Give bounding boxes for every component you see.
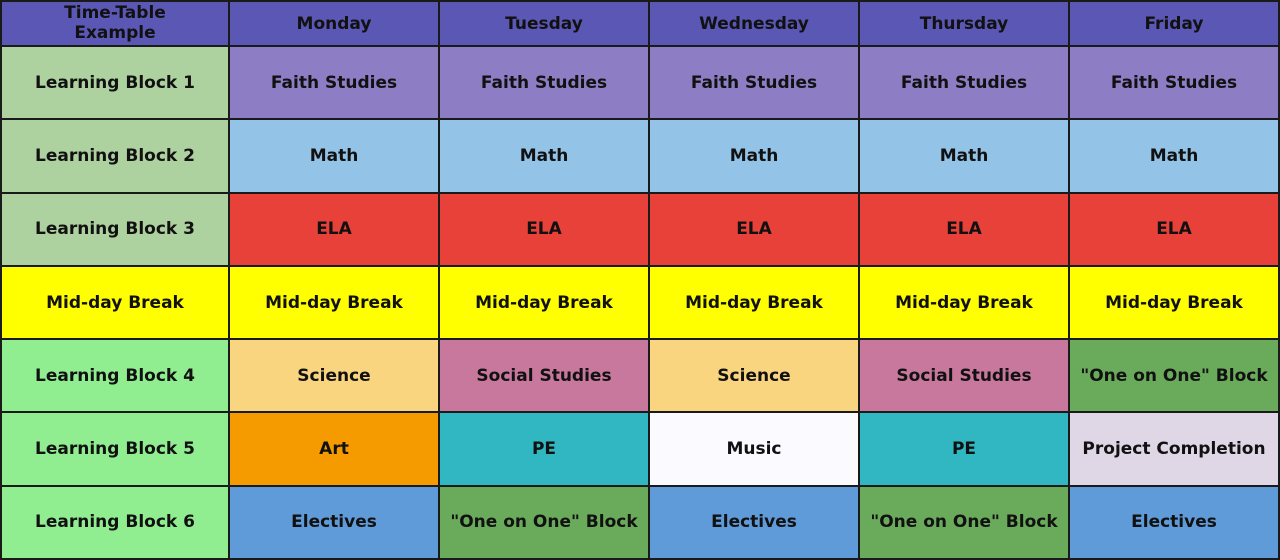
cell-tuesday-block-3: ELA bbox=[439, 193, 649, 266]
cell-wednesday-block-2: Math bbox=[649, 119, 859, 192]
cell-thursday-block-6: "One on One" Block bbox=[859, 486, 1069, 559]
cell-monday-break: Mid-day Break bbox=[229, 266, 439, 339]
column-header-wednesday: Wednesday bbox=[649, 1, 859, 46]
cell-friday-block-4: "One on One" Block bbox=[1069, 339, 1279, 412]
table-row bbox=[1, 412, 1279, 485]
table-row bbox=[1, 266, 1279, 339]
table-row bbox=[1, 46, 1279, 119]
cell-tuesday-block-2: Math bbox=[439, 119, 649, 192]
cell-wednesday-block-3: ELA bbox=[649, 193, 859, 266]
cell-thursday-block-2: Math bbox=[859, 119, 1069, 192]
cell-monday-block-4: Science bbox=[229, 339, 439, 412]
cell-monday-block-2: Math bbox=[229, 119, 439, 192]
cell-tuesday-block-5: PE bbox=[439, 412, 649, 485]
cell-friday-block-6: Electives bbox=[1069, 486, 1279, 559]
cell-friday-block-1: Faith Studies bbox=[1069, 46, 1279, 119]
cell-tuesday-block-4: Social Studies bbox=[439, 339, 649, 412]
cell-thursday-block-3: ELA bbox=[859, 193, 1069, 266]
cell-thursday-block-1: Faith Studies bbox=[859, 46, 1069, 119]
table-row bbox=[1, 193, 1279, 266]
cell-friday-block-2: Math bbox=[1069, 119, 1279, 192]
timetable-title bbox=[1, 1, 229, 46]
cell-thursday-block-4: Social Studies bbox=[859, 339, 1069, 412]
cell-monday-block-5: Art bbox=[229, 412, 439, 485]
cell-wednesday-block-1: Faith Studies bbox=[649, 46, 859, 119]
row-label-learning-block-3: Learning Block 3 bbox=[1, 193, 229, 266]
row-label-learning-block-2: Learning Block 2 bbox=[1, 119, 229, 192]
cell-monday-block-3: ELA bbox=[229, 193, 439, 266]
column-header-friday: Friday bbox=[1069, 1, 1279, 46]
cell-friday-break: Mid-day Break bbox=[1069, 266, 1279, 339]
table-row bbox=[1, 339, 1279, 412]
timetable-header bbox=[1, 1, 1279, 46]
table-row bbox=[1, 119, 1279, 192]
row-label-learning-block-4: Learning Block 4 bbox=[1, 339, 229, 412]
row-label-learning-block-1: Learning Block 1 bbox=[1, 46, 229, 119]
column-header-tuesday: Tuesday bbox=[439, 1, 649, 46]
cell-thursday-block-5: PE bbox=[859, 412, 1069, 485]
header-row bbox=[1, 1, 1279, 46]
timetable-title-line2: Example bbox=[74, 22, 156, 43]
timetable-body bbox=[1, 46, 1279, 559]
cell-thursday-break: Mid-day Break bbox=[859, 266, 1069, 339]
cell-wednesday-break: Mid-day Break bbox=[649, 266, 859, 339]
row-label-learning-block-6: Learning Block 6 bbox=[1, 486, 229, 559]
row-label-mid-day-break: Mid-day Break bbox=[1, 266, 229, 339]
table-row bbox=[1, 486, 1279, 559]
cell-friday-block-3: ELA bbox=[1069, 193, 1279, 266]
cell-monday-block-1: Faith Studies bbox=[229, 46, 439, 119]
column-header-thursday: Thursday bbox=[859, 1, 1069, 46]
cell-friday-block-5: Project Completion bbox=[1069, 412, 1279, 485]
cell-tuesday-block-6: "One on One" Block bbox=[439, 486, 649, 559]
cell-wednesday-block-6: Electives bbox=[649, 486, 859, 559]
timetable-title-line1: Time-Table bbox=[64, 3, 166, 23]
row-label-learning-block-5: Learning Block 5 bbox=[1, 412, 229, 485]
cell-wednesday-block-5: Music bbox=[649, 412, 859, 485]
cell-wednesday-block-4: Science bbox=[649, 339, 859, 412]
cell-tuesday-block-1: Faith Studies bbox=[439, 46, 649, 119]
cell-monday-block-6: Electives bbox=[229, 486, 439, 559]
column-header-monday: Monday bbox=[229, 1, 439, 46]
cell-tuesday-break: Mid-day Break bbox=[439, 266, 649, 339]
